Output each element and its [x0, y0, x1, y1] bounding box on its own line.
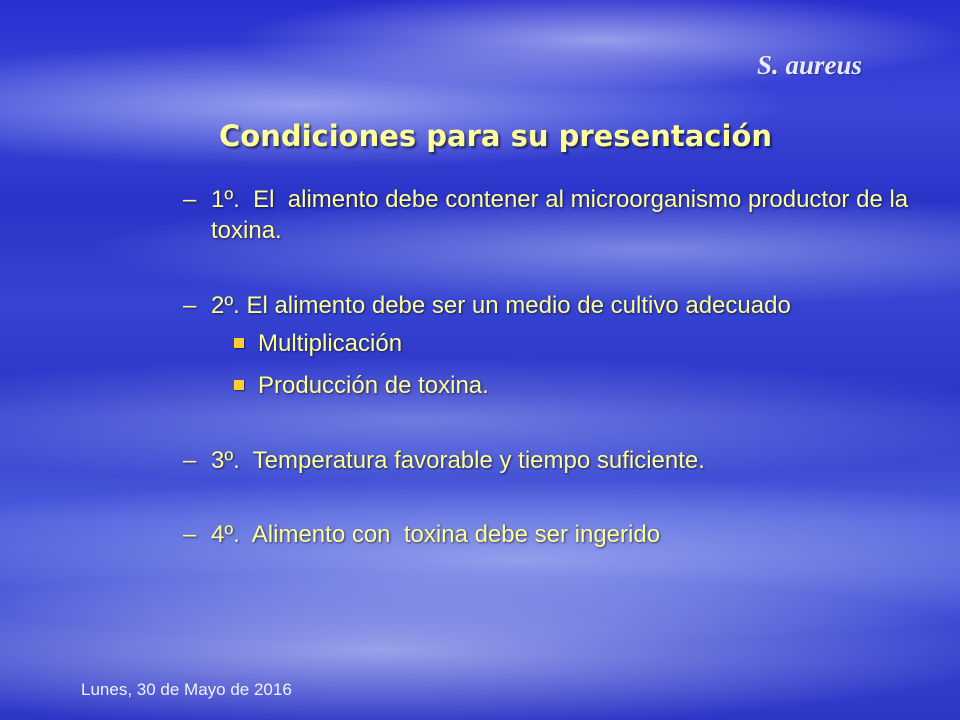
- list-item-text: 1º. El alimento debe contener al microorganismo productor de la toxina.: [211, 186, 915, 244]
- sub-list-item-text: Multiplicación: [258, 330, 403, 357]
- square-bullet-icon: [234, 338, 244, 348]
- dash-marker: –: [183, 186, 197, 213]
- list-item-text: 3º. Temperatura favorable y tiempo suficiente.: [211, 447, 705, 474]
- list-item-text: 2º. El alimento debe ser un medio de cultivo adecuado: [211, 292, 791, 319]
- sub-list-item: [234, 370, 489, 401]
- sub-list-item-text: Producción de toxina.: [258, 372, 489, 399]
- dash-marker: –: [183, 447, 197, 474]
- organism-title: S. aureus: [757, 50, 863, 80]
- dash-marker: –: [183, 521, 197, 548]
- list-item: [183, 519, 933, 550]
- list-item-text: 4º. Alimento con toxina debe ser ingerido: [211, 521, 661, 548]
- square-bullet-icon: [234, 380, 244, 390]
- dash-marker: –: [183, 292, 197, 319]
- list-item: [183, 445, 933, 476]
- list-item: [183, 290, 933, 321]
- slide-heading: Condiciones para su presentación: [219, 119, 773, 153]
- footer-date: Lunes, 30 de Mayo de 2016: [81, 680, 292, 699]
- sub-list-item: [234, 328, 402, 359]
- list-item: [183, 184, 933, 246]
